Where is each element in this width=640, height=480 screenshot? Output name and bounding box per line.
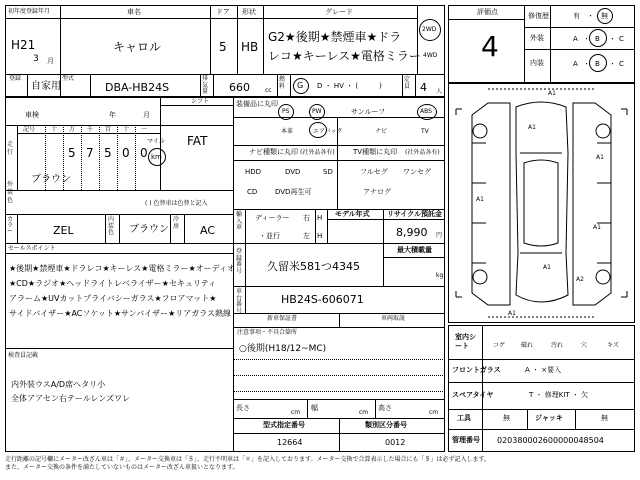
max-load-kg: kg xyxy=(436,272,444,279)
digit-juu: 0 xyxy=(140,146,148,160)
damage-mark-rear: A1 xyxy=(543,264,551,271)
navi-title: ナビ種類に丸印 xyxy=(249,148,298,156)
sales-point-line1: ★後期★禁煙車★ドラレコ★キーレス★電格ミラー★オーディオ xyxy=(9,264,235,273)
color-code: ZEL xyxy=(53,224,74,237)
equip-navi: ナビ xyxy=(375,128,388,135)
recycle-label: リサイクル預託金 xyxy=(387,210,443,218)
digit-label-mark: 記号 xyxy=(23,126,36,133)
score-label: 評価点 xyxy=(477,8,498,16)
model-value: DBA-HB24S xyxy=(105,81,170,94)
sales-point-line3: アラーム★UVカットプライバシーガラス★フロアマット★ xyxy=(9,294,217,303)
repair-yes: 有 xyxy=(573,12,580,20)
navi-hdd: HDD xyxy=(245,168,262,176)
seat-label: 定員 xyxy=(404,76,411,90)
tv-title: TV種類に丸印 xyxy=(353,148,398,156)
exterior-grade-c: C xyxy=(619,35,624,43)
ac-value: AC xyxy=(200,224,216,237)
exterior-color-label: 外装色 xyxy=(7,181,14,204)
navi-cd: CD xyxy=(247,188,258,196)
damage-mark-left-mid: A1 xyxy=(476,196,484,203)
footer-line2: また、メーター交換の条件を満たしていないものはメーター改ざん車扱いとなります。 xyxy=(5,464,239,472)
tools-label: 工具 xyxy=(457,414,471,422)
digit-hyaku: 0 xyxy=(122,146,130,160)
digit-sen: 5 xyxy=(104,146,112,160)
equip-leather: 本革 xyxy=(281,128,294,135)
mgmt-value: 020380002600000048504 xyxy=(497,436,604,445)
tools-value: 無 xyxy=(503,414,510,422)
digit-label-hyaku: 百 xyxy=(105,126,112,133)
damage-mark-right-rear: A2 xyxy=(576,276,584,283)
height-cm: cm xyxy=(429,409,439,416)
interior-color-label: 内装色 xyxy=(108,216,115,237)
exterior-color: ブラウン xyxy=(31,174,71,185)
navi-dvd-play: DVD再生可 xyxy=(275,188,312,196)
jack-label: ジャッキ xyxy=(535,414,563,422)
sales-point-line4: サイドバイザー★ACソケット★サンバイザー★リアガラス熱線 xyxy=(9,309,231,318)
fuel-other: D ・ HV ・ ( ) xyxy=(317,82,382,90)
shape-label: 形状 xyxy=(242,8,256,16)
import-dealer: ディーラー xyxy=(255,214,290,222)
plate-value: 久留米581つ4345 xyxy=(267,260,360,273)
sheet-stain: 汚れ xyxy=(551,342,564,349)
windshield-label: フロントガラス xyxy=(452,366,501,374)
model-label: 型式 xyxy=(62,75,75,82)
score-value: 4 xyxy=(481,30,499,63)
notes-value: ○後期(H18/12~MC) xyxy=(239,344,327,354)
length-cm: cm xyxy=(291,409,301,416)
inspector-label: 検査員記載 xyxy=(8,352,39,359)
digit-10man: 5 xyxy=(68,146,76,160)
fuel-label: 燃料 xyxy=(279,76,286,90)
exterior-grade-b: B xyxy=(595,35,600,43)
footer-line1: 走行距離の記号欄にメーター改ざん車は「＃」、メーター交換車は「＄」、走行不明車は「＊」を記入しております。メーター交換で合算表示した場合にも「＄」は必ず記入します。 xyxy=(5,456,491,463)
recycle-value: 8,990 xyxy=(396,226,428,239)
tv-oneseg: ワンセグ xyxy=(403,168,431,176)
jack-value: 無 xyxy=(601,414,608,422)
tv-title-note: (社外品各有) xyxy=(405,149,440,156)
cc-unit: cc xyxy=(265,87,272,94)
equipment-label: 装備品に丸印 xyxy=(236,100,278,108)
exterior-label: 外装 xyxy=(530,34,544,42)
seat-value: 4 xyxy=(420,81,427,94)
height-label: 高さ xyxy=(378,404,392,412)
reg-label: 登録 xyxy=(9,75,22,82)
mile-unit: マイル xyxy=(147,138,165,145)
door-label: ドア xyxy=(216,8,230,16)
tv-analog: アナログ xyxy=(363,188,391,196)
import-h-left: H xyxy=(317,232,323,240)
equip-abs: ABS xyxy=(420,108,432,115)
sheet-scratch: キズ xyxy=(607,342,619,349)
max-load-label: 最大積載量 xyxy=(397,246,432,254)
first-reg-month: 3 xyxy=(33,54,39,64)
equip-sunroof: サンルーフ xyxy=(351,108,386,116)
km-unit: km xyxy=(151,153,162,161)
door-value: 5 xyxy=(219,40,227,54)
category-value: 0012 xyxy=(385,438,406,447)
damage-mark-roof-front: A1 xyxy=(528,124,536,131)
equip-airbag: エアバック xyxy=(313,128,343,135)
import-left: 左 xyxy=(303,232,310,240)
designation-value: 12664 xyxy=(277,438,303,447)
month-unit: 月 xyxy=(47,57,54,65)
digit-label-man: 万 xyxy=(69,126,76,133)
displacement-label: 排気量 xyxy=(202,75,209,96)
chassis-value: HB24S-606071 xyxy=(281,293,364,306)
interior-color: ブラウン xyxy=(129,224,169,235)
inspection-label: 車検 xyxy=(25,111,39,119)
fuel-gas: G xyxy=(297,81,304,90)
inspector-line2: 全体アアセン右テールレンズワレ xyxy=(11,394,131,403)
digit-label-sen: 千 xyxy=(87,126,94,133)
exterior-grade-a: A xyxy=(573,35,578,43)
sheet-hole: 穴 xyxy=(581,342,588,349)
drive-2wd: 2WD xyxy=(422,26,437,33)
footer-notes xyxy=(5,456,635,472)
import-right: 右 xyxy=(303,214,310,222)
grade-label: グレード xyxy=(325,8,353,16)
width-cm: cm xyxy=(359,409,369,416)
doc-warranty: 新車保証書 xyxy=(267,315,298,322)
right-side-body xyxy=(573,103,611,305)
sheet-tear: 破れ xyxy=(521,342,534,349)
damage-mark-right-mid: A1 xyxy=(593,224,601,231)
car-name: キャロル xyxy=(113,40,162,54)
interior-grade-b: B xyxy=(595,60,600,68)
import-label: 輸入車 xyxy=(236,211,243,232)
sales-point-label: セールスポイント xyxy=(8,245,56,252)
navi-title-note: (社外品各有) xyxy=(300,149,335,156)
grade-line1: G2★後期★禁煙車★ドラ xyxy=(268,30,402,44)
inspection-month: 月 xyxy=(143,111,150,119)
model-year-label: モデル年式 xyxy=(335,210,370,218)
width-label: 幅 xyxy=(311,404,318,412)
sheet-burn: コゲ xyxy=(493,342,506,349)
designation-label: 型式指定番号 xyxy=(263,421,305,429)
left-side-body xyxy=(472,103,510,305)
interior-sheet-label: 室内シート xyxy=(455,333,476,351)
shift-label: シフト xyxy=(191,98,210,105)
first-reg-year: H21 xyxy=(11,38,36,52)
recycle-yen: 円 xyxy=(436,232,443,239)
use-value: 自家用 xyxy=(31,81,61,92)
windshield-values: A ・ ×要入 xyxy=(525,366,562,374)
color-code-label: カラー xyxy=(7,216,14,235)
spare-tire-values: T ・ 修理KIT ・ 欠 xyxy=(529,391,589,399)
doc-manual: 車両取説 xyxy=(381,315,406,322)
tv-fullseg: フルセグ xyxy=(360,168,388,176)
color-change-note: ( ) 色替車は色替と記入 xyxy=(145,200,208,207)
category-label: 類別区分番号 xyxy=(365,421,407,429)
import-h-right: H xyxy=(317,214,323,222)
inspector-line1: 内外装ウスA/D席ヘタリ小 xyxy=(11,380,106,389)
interior-grade-a: A xyxy=(573,60,578,68)
spare-tire-label: スペアタイヤ xyxy=(452,391,494,399)
repair-label: 修復歴 xyxy=(528,12,549,20)
first-reg-label: 初年度登録年月 xyxy=(8,8,51,15)
car-damage-diagram xyxy=(448,83,635,323)
sales-point-line2: ★CD★ラジオ★ヘッドライトレベライザー★セキュリティ xyxy=(9,279,217,288)
digit-label-10man: 十 xyxy=(51,126,58,133)
displacement-value: 660 xyxy=(229,81,250,94)
repair-no: 無 xyxy=(601,12,608,20)
mgmt-label: 管理番号 xyxy=(452,436,480,444)
damage-mark-right-front: A1 xyxy=(596,154,604,161)
digit-label-ichi: 一 xyxy=(141,126,148,133)
digit-label-juu: 十 xyxy=(123,126,130,133)
car-name-label: 車名 xyxy=(127,8,141,16)
navi-dvd: DVD xyxy=(285,168,301,176)
equip-tv: TV xyxy=(421,128,429,135)
auction-sheet: 初年度登録年月 H21 3 月 車名 キャロル ドア 5 形状 HB グレード G2★後期★禁煙車★ドラ レコ★キーレス★電格ミラー 2WD 4WD 登録 自家用 型式 DBA-HB24S 排気量 660 cc 燃料 G D ・ HV ・ ( ) 定員 4 人 評価点 4 修復歴 有 ・ 無 外装 A ・ B ・ C 内装 A ・ B ・ C 車検 年 月 シフト FAT 走行 記号 十 万 千 百 十 一 5 7 5 0 0 マイル km 外装色 ブラウン ( ) 色替車は色替と記入 カラー ZEL 内装色 ブラウン 冷房 AC セールスポイント ★後期★禁煙車★ドラレコ★キーレス★電格ミラー★オーディオ ★CD★ラジオ★ヘッドライトレベライザー★セキュリティ アラーム★UVカットプライバシーガラス★フロアマット★ サイドバイザー★ACソケット★サンバイザー★リアガラス熱線 検査員記載 内外装ウスA/D席ヘタリ小 全体アアセン右テールレンズワレ 装備品に丸印 PS PW サンルーフ ABS 本革 エアバック ナビ TV ナビ種類に丸印 (社外品各有) HDD DVD SD CD DVD再生可 TV種類に丸印 (社外品各有) フルセグ ワンセグ アナログ 輸入車 ディーラー ・並行 右 左 H H モデル年式 リサイクル預託金 8,990 円 最大積載量 kg 登録番号 久留米581つ4345 車台番号 HB24S-606071 新車保証書 車両取説 注意事項・不具合箇所 ○後期(H18/12~MC) 長さ cm 幅 cm 高さ cm 型式指定番号 12664 類別区分番号 0012 A1 A1 A1 A1 A1 A2 A1 A1 室内シート コゲ 破れ 汚れ 穴 キズ フロントガラス A ・ ×要入 スペアタイヤ T ・ 修理KIT ・ 欠 工具 無 ジャッキ 無 管理番号 020380002600000048504 xyxy=(5,5,635,452)
ac-label: 冷房 xyxy=(173,216,180,230)
length-label: 長さ xyxy=(236,404,250,412)
equip-ps: PS xyxy=(282,108,290,115)
airbag-circle xyxy=(309,122,327,138)
inspection-year: 年 xyxy=(109,111,116,119)
import-parallel: ・並行 xyxy=(259,232,280,240)
mileage-label: 走行 xyxy=(7,141,14,156)
navi-sd: SD xyxy=(323,168,333,176)
shift-value: FAT xyxy=(187,134,208,148)
drive-4wd: 4WD xyxy=(423,52,438,59)
shape-value: HB xyxy=(241,40,259,54)
grade-line2: レコ★キーレス★電格ミラー xyxy=(268,49,421,63)
interior-label: 内装 xyxy=(530,59,544,67)
plate-label: 登録番号 xyxy=(236,248,243,275)
seat-unit: 人 xyxy=(436,88,443,95)
equip-pw: PW xyxy=(312,108,322,115)
interior-grade-c: C xyxy=(619,60,624,68)
digit-man: 7 xyxy=(86,146,94,160)
notes-label: 注意事項・不具合箇所 xyxy=(237,329,298,336)
chassis-label: 車台番号 xyxy=(236,288,243,315)
damage-mark-bottom: A1 xyxy=(508,310,516,317)
damage-mark-top: A1 xyxy=(548,90,556,97)
